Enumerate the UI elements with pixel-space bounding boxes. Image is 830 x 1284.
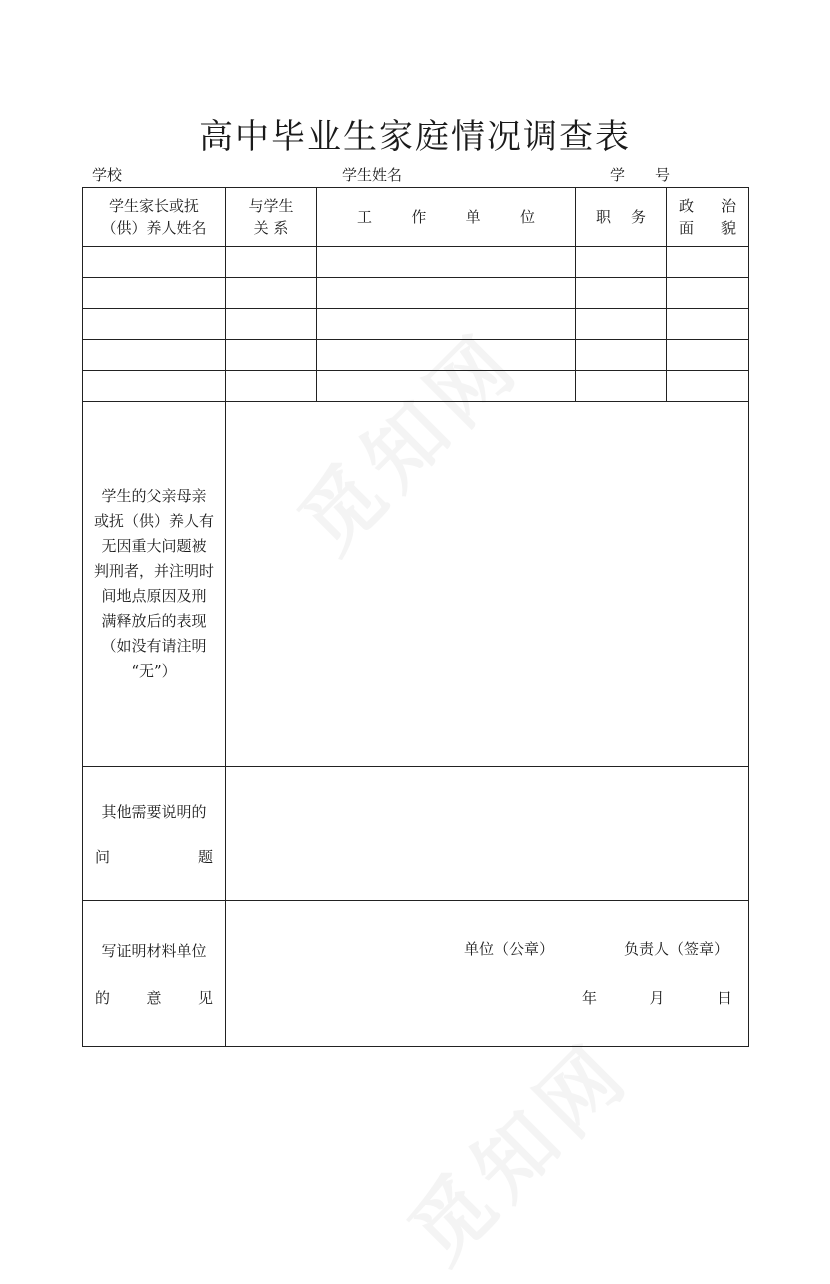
header-row	[83, 188, 749, 247]
other-notes-row	[83, 767, 749, 901]
guardian-name-cell[interactable]	[83, 340, 226, 371]
guardian-name-cell[interactable]	[83, 247, 226, 278]
position-cell[interactable]	[576, 247, 667, 278]
criminal-record-label: 学生的父亲母亲 或抚（供）养人有 无因重大问题被 判刑者，并注明时 间地点原因及刑 满释放后的表现 （如没有请注明 “无”）	[83, 402, 226, 767]
watermark	[379, 1011, 651, 1283]
table-row	[83, 309, 749, 340]
header-guardian-name: 学生家长或抚 （供）养人姓名	[83, 188, 226, 247]
criminal-record-field[interactable]	[226, 402, 749, 767]
work-unit-cell[interactable]	[317, 309, 576, 340]
political-status-cell[interactable]	[667, 371, 749, 402]
guardian-name-cell[interactable]	[83, 371, 226, 402]
relation-cell[interactable]	[226, 340, 317, 371]
political-status-cell[interactable]	[667, 278, 749, 309]
unit-seal-label: 单位（公章）	[464, 940, 555, 958]
family-survey-table	[82, 187, 749, 1047]
student-id-label: 学 号	[610, 166, 671, 184]
relation-cell[interactable]	[226, 247, 317, 278]
position-cell[interactable]	[576, 340, 667, 371]
header-work-unit: 工 作 单 位	[317, 188, 576, 247]
political-status-cell[interactable]	[667, 247, 749, 278]
date-line: 年 月 日	[582, 989, 732, 1007]
header-relation: 与学生 关 系	[226, 188, 317, 247]
head-signature-label: 负责人（签章）	[624, 940, 730, 958]
relation-cell[interactable]	[226, 278, 317, 309]
header-political-status: 政 治 面 貌	[667, 188, 749, 247]
position-cell[interactable]	[576, 278, 667, 309]
other-notes-label: 其他需要说明的 问 题	[83, 767, 226, 901]
work-unit-cell[interactable]	[317, 278, 576, 309]
table-row	[83, 340, 749, 371]
table-row	[83, 247, 749, 278]
table-row	[83, 278, 749, 309]
relation-cell[interactable]	[226, 309, 317, 340]
position-cell[interactable]	[576, 371, 667, 402]
school-label: 学校	[92, 166, 123, 184]
political-status-cell[interactable]	[667, 340, 749, 371]
certification-label: 写证明材料单位 的 意 见	[83, 901, 226, 1047]
certification-field[interactable]	[226, 901, 749, 1047]
certification-row	[83, 901, 749, 1047]
political-status-cell[interactable]	[667, 309, 749, 340]
criminal-record-row	[83, 402, 749, 767]
work-unit-cell[interactable]	[317, 247, 576, 278]
header-position: 职 务	[576, 188, 667, 247]
work-unit-cell[interactable]	[317, 371, 576, 402]
position-cell[interactable]	[576, 309, 667, 340]
guardian-name-cell[interactable]	[83, 309, 226, 340]
relation-cell[interactable]	[226, 371, 317, 402]
page-title: 高中毕业生家庭情况调查表	[199, 116, 631, 157]
student-name-label: 学生姓名	[342, 166, 403, 184]
work-unit-cell[interactable]	[317, 340, 576, 371]
other-notes-field[interactable]	[226, 767, 749, 901]
table-row	[83, 371, 749, 402]
guardian-name-cell[interactable]	[83, 278, 226, 309]
